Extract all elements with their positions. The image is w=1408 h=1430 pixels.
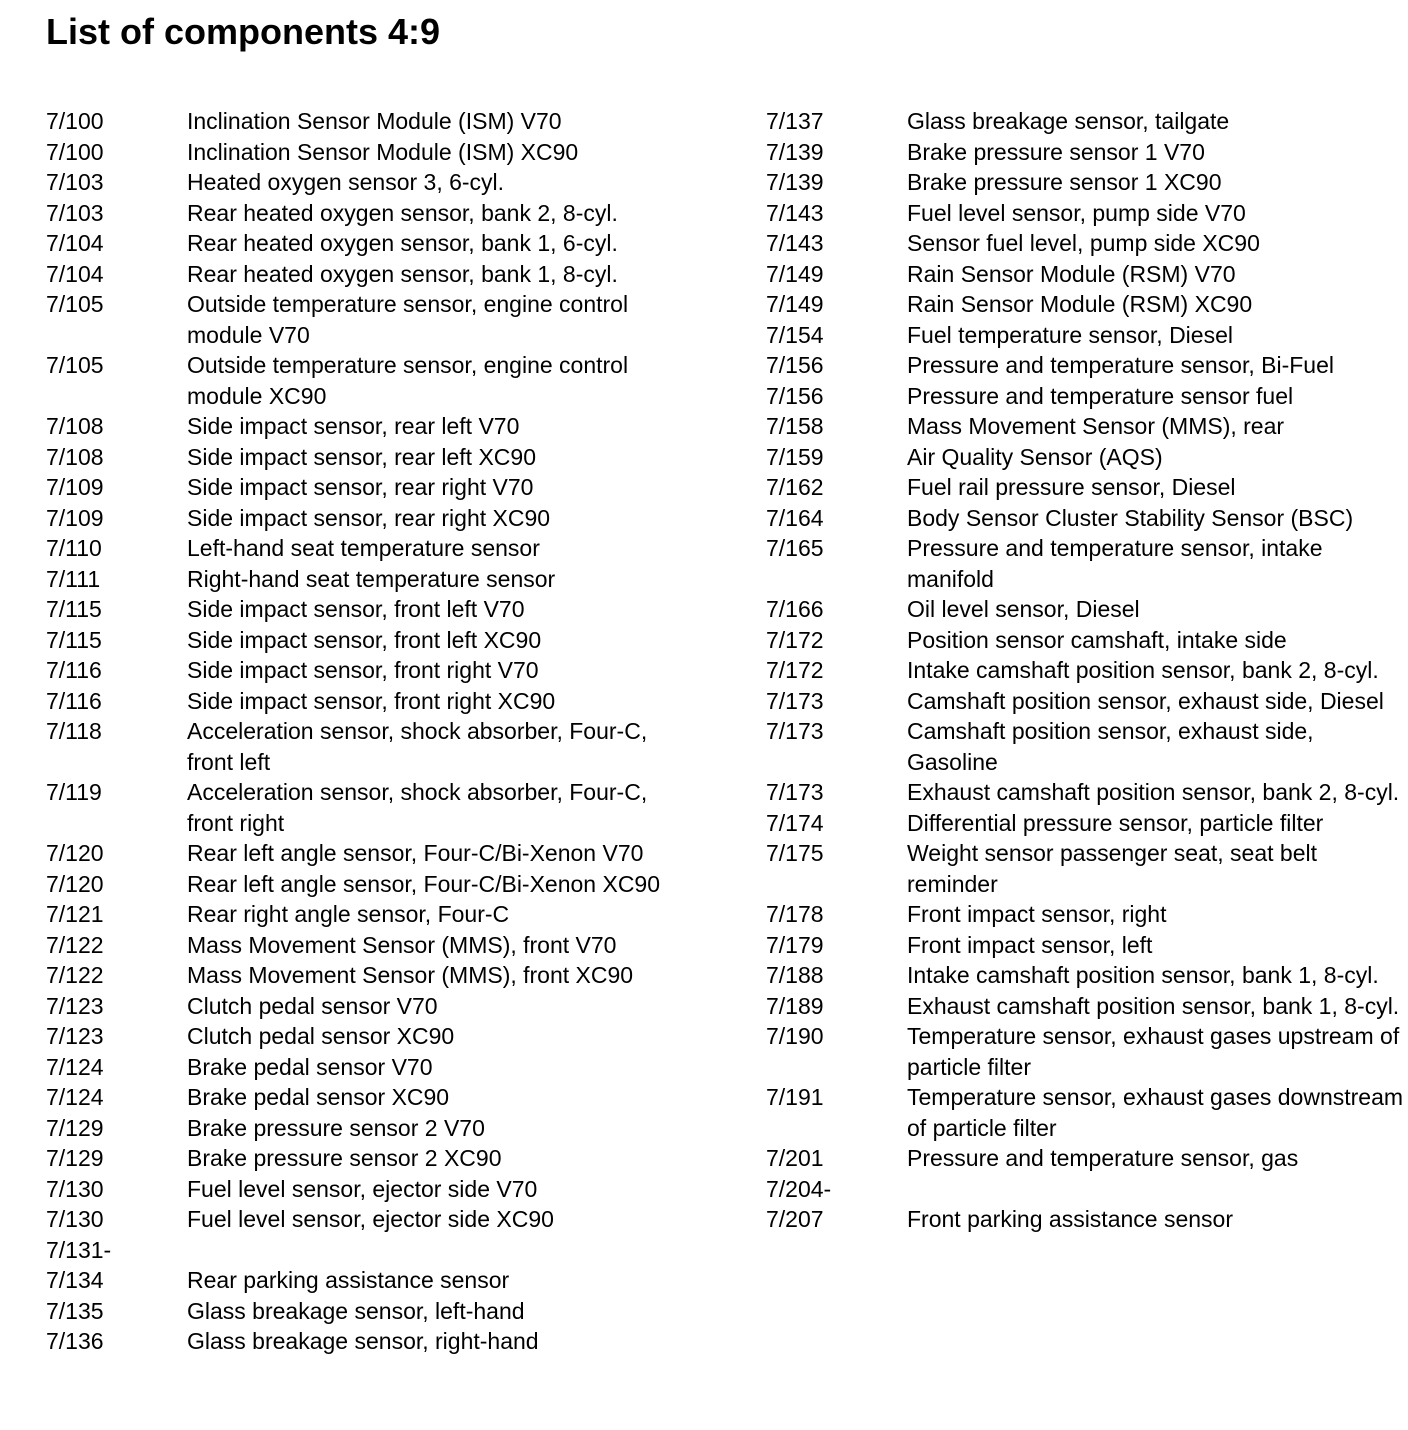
- component-code: 7/159: [766, 443, 824, 470]
- component-row: [766, 503, 1406, 534]
- component-code: 7/100: [46, 138, 104, 165]
- component-code: 7/172: [766, 657, 824, 683]
- component-row: [766, 228, 1406, 259]
- component-description: Mass Movement Sensor (MMS), front V70: [187, 931, 617, 958]
- component-code: 7/154: [766, 321, 824, 348]
- component-description: Glass breakage sensor, tailgate: [907, 108, 1230, 134]
- component-code: 7/122: [46, 931, 104, 958]
- component-code: 7/204-: [766, 1175, 832, 1202]
- component-code: 7/135: [46, 1297, 104, 1324]
- component-description: Rear left angle sensor, Four-C/Bi-Xenon XC90: [187, 870, 661, 897]
- component-description: Left-hand seat temperature sensor: [187, 535, 540, 561]
- component-row: [46, 1174, 736, 1205]
- component-description: Inclination Sensor Module (ISM) V70: [187, 108, 562, 134]
- component-row: [46, 930, 736, 961]
- component-code: 7/111: [46, 565, 101, 592]
- component-description: Pressure and temperature sensor, intake manifold: [907, 535, 1323, 592]
- component-row: [766, 716, 1406, 777]
- component-row: [766, 167, 1406, 198]
- component-code: 7/136: [46, 1328, 104, 1354]
- component-code: 7/108: [46, 413, 104, 439]
- component-code: 7/103: [46, 199, 104, 226]
- page-title: List of components 4:9: [46, 11, 441, 52]
- component-description: Side impact sensor, front left XC90: [187, 626, 542, 653]
- component-description: Fuel temperature sensor, Diesel: [907, 321, 1233, 348]
- component-row: [46, 411, 736, 442]
- component-description: Rain Sensor Module (RSM) V70: [907, 260, 1236, 287]
- component-code: 7/143: [766, 199, 824, 226]
- component-list-right: [766, 106, 1406, 1235]
- component-description: Mass Movement Sensor (MMS), front XC90: [187, 962, 634, 988]
- component-row: [766, 198, 1406, 229]
- component-row: [766, 1174, 1406, 1205]
- component-code: 7/110: [46, 535, 102, 561]
- component-description: Brake pedal sensor V70: [187, 1053, 433, 1080]
- component-description: Mass Movement Sensor (MMS), rear: [907, 413, 1285, 439]
- component-description: Intake camshaft position sensor, bank 1, 8-cyl.: [907, 962, 1379, 988]
- component-code: 7/116: [46, 687, 102, 714]
- component-description: Temperature sensor, exhaust gases upstream of particle filter: [907, 1023, 1400, 1080]
- component-code: 7/109: [46, 474, 104, 500]
- component-description: Front impact sensor, right: [907, 901, 1167, 927]
- component-row: [766, 991, 1406, 1022]
- component-row: [46, 1113, 736, 1144]
- component-code: 7/190: [766, 1023, 824, 1049]
- component-row: [46, 1204, 736, 1235]
- component-code: 7/156: [766, 352, 824, 378]
- component-code: 7/105: [46, 352, 104, 378]
- component-description: Outside temperature sensor, engine control module XC90: [187, 352, 629, 409]
- component-code: 7/189: [766, 992, 824, 1019]
- component-row: [46, 137, 736, 168]
- component-description: Side impact sensor, front left V70: [187, 596, 525, 622]
- component-description: Heated oxygen sensor 3, 6-cyl.: [187, 169, 505, 195]
- component-description: Glass breakage sensor, right-hand: [187, 1328, 539, 1354]
- component-description: Front parking assistance sensor: [907, 1206, 1233, 1232]
- component-code: 7/119: [46, 779, 102, 805]
- component-row: [46, 960, 736, 991]
- component-code: 7/137: [766, 108, 824, 134]
- component-code: 7/124: [46, 1084, 104, 1110]
- component-code: 7/118: [46, 718, 102, 744]
- component-code: 7/104: [46, 230, 104, 256]
- component-row: [46, 899, 736, 930]
- component-row: [46, 1052, 736, 1083]
- component-description: Fuel level sensor, ejector side XC90: [187, 1206, 554, 1232]
- component-row: [766, 381, 1406, 412]
- component-code: 7/134: [46, 1267, 104, 1293]
- component-row: [766, 625, 1406, 656]
- component-row: [766, 808, 1406, 839]
- component-description: Outside temperature sensor, engine control module V70: [187, 291, 629, 348]
- component-code: 7/109: [46, 504, 104, 531]
- component-code: 7/108: [46, 443, 104, 470]
- component-description: Fuel level sensor, ejector side V70: [187, 1175, 538, 1202]
- component-row: [46, 533, 736, 564]
- component-code: 7/115: [46, 626, 102, 653]
- component-description: Brake pedal sensor XC90: [187, 1084, 450, 1110]
- component-description: Exhaust camshaft position sensor, bank 1, 8-cyl.: [907, 992, 1400, 1019]
- component-row: [766, 106, 1406, 137]
- component-row: [766, 411, 1406, 442]
- component-row: [766, 289, 1406, 320]
- component-row: [46, 1326, 736, 1357]
- component-row: [766, 137, 1406, 168]
- component-row: [46, 838, 736, 869]
- component-code: 7/143: [766, 230, 824, 256]
- component-row: [46, 289, 736, 350]
- component-description: Brake pressure sensor 2 XC90: [187, 1145, 502, 1171]
- component-code: 7/130: [46, 1206, 104, 1232]
- component-row: [766, 686, 1406, 717]
- component-row: [46, 564, 736, 595]
- component-description: Pressure and temperature sensor, Bi-Fuel: [907, 352, 1334, 378]
- component-code: 7/104: [46, 260, 104, 287]
- component-code: 7/129: [46, 1114, 104, 1141]
- component-row: [46, 1235, 736, 1266]
- component-code: 7/175: [766, 840, 824, 866]
- component-description: Pressure and temperature sensor fuel: [907, 382, 1294, 409]
- component-row: [46, 716, 736, 777]
- component-row: [46, 869, 736, 900]
- component-row: [766, 472, 1406, 503]
- component-code: 7/149: [766, 291, 824, 317]
- component-description: Pressure and temperature sensor, gas: [907, 1145, 1299, 1171]
- component-row: [766, 1204, 1406, 1235]
- component-description: Fuel rail pressure sensor, Diesel: [907, 474, 1236, 500]
- component-row: [766, 442, 1406, 473]
- component-row: [46, 1296, 736, 1327]
- component-row: [766, 350, 1406, 381]
- component-row: [46, 472, 736, 503]
- component-row: [766, 838, 1406, 899]
- component-code: 7/123: [46, 992, 104, 1019]
- component-description: Side impact sensor, rear left V70: [187, 413, 520, 439]
- component-code: 7/166: [766, 596, 824, 622]
- component-row: [766, 1143, 1406, 1174]
- component-code: 7/149: [766, 260, 824, 287]
- component-code: 7/105: [46, 291, 104, 317]
- component-description: Differential pressure sensor, particle filter: [907, 809, 1324, 836]
- component-description: Rear parking assistance sensor: [187, 1267, 510, 1293]
- component-description: Weight sensor passenger seat, seat belt reminder: [907, 840, 1317, 897]
- component-code: 7/173: [766, 718, 824, 744]
- component-code: 7/123: [46, 1023, 104, 1049]
- component-row: [46, 1265, 736, 1296]
- component-description: Rain Sensor Module (RSM) XC90: [907, 291, 1253, 317]
- component-description: Glass breakage sensor, left-hand: [187, 1297, 525, 1324]
- component-description: Sensor fuel level, pump side XC90: [907, 230, 1260, 256]
- component-description: Brake pressure sensor 1 V70: [907, 138, 1205, 165]
- component-description: Clutch pedal sensor V70: [187, 992, 438, 1019]
- component-description: Side impact sensor, rear right XC90: [187, 504, 551, 531]
- component-row: [766, 899, 1406, 930]
- component-code: 7/100: [46, 108, 104, 134]
- component-description: Side impact sensor, front right V70: [187, 657, 539, 683]
- component-row: [46, 228, 736, 259]
- component-code: 7/115: [46, 596, 102, 622]
- component-row: [46, 350, 736, 411]
- component-row: [46, 594, 736, 625]
- component-description: Acceleration sensor, shock absorber, Four-C, front right: [187, 779, 648, 836]
- component-code: 7/103: [46, 169, 104, 195]
- component-row: [46, 106, 736, 137]
- component-code: 7/121: [46, 901, 104, 927]
- component-code: 7/173: [766, 687, 824, 714]
- component-description: Rear heated oxygen sensor, bank 2, 8-cyl.: [187, 199, 618, 226]
- component-description: Side impact sensor, rear right V70: [187, 474, 534, 500]
- component-code: 7/172: [766, 626, 824, 653]
- component-description: Front impact sensor, left: [907, 931, 1153, 958]
- component-code: 7/188: [766, 962, 824, 988]
- component-code: 7/179: [766, 931, 824, 958]
- component-code: 7/124: [46, 1053, 104, 1080]
- component-row: [46, 198, 736, 229]
- component-row: [46, 503, 736, 534]
- component-code: 7/122: [46, 962, 104, 988]
- component-description: Air Quality Sensor (AQS): [907, 443, 1163, 470]
- component-description: Brake pressure sensor 1 XC90: [907, 169, 1222, 195]
- component-description: Side impact sensor, rear left XC90: [187, 443, 536, 470]
- component-description: Body Sensor Cluster Stability Sensor (BSC): [907, 504, 1354, 531]
- component-description: Rear right angle sensor, Four-C: [187, 901, 510, 927]
- component-code: 7/173: [766, 779, 824, 805]
- component-code: 7/156: [766, 382, 824, 409]
- component-row: [766, 1021, 1406, 1082]
- component-description: Right-hand seat temperature sensor: [187, 565, 556, 592]
- component-code: 7/174: [766, 809, 824, 836]
- component-code: 7/131-: [46, 1236, 112, 1263]
- component-row: [46, 1143, 736, 1174]
- component-row: [46, 991, 736, 1022]
- component-description: Rear left angle sensor, Four-C/Bi-Xenon V70: [187, 840, 644, 866]
- component-row: [46, 686, 736, 717]
- component-code: 7/191: [766, 1084, 824, 1110]
- component-code: 7/139: [766, 138, 824, 165]
- component-description: Rear heated oxygen sensor, bank 1, 8-cyl.: [187, 260, 618, 287]
- component-row: [766, 960, 1406, 991]
- component-description: Intake camshaft position sensor, bank 2, 8-cyl.: [907, 657, 1379, 683]
- component-description: Oil level sensor, Diesel: [907, 596, 1140, 622]
- component-code: 7/165: [766, 535, 824, 561]
- component-row: [766, 930, 1406, 961]
- component-row: [766, 320, 1406, 351]
- component-code: 7/120: [46, 840, 104, 866]
- component-code: 7/164: [766, 504, 824, 531]
- component-row: [46, 655, 736, 686]
- component-code: 7/130: [46, 1175, 104, 1202]
- component-row: [766, 777, 1406, 808]
- component-row: [46, 777, 736, 838]
- component-description: Side impact sensor, front right XC90: [187, 687, 556, 714]
- component-code: 7/129: [46, 1145, 104, 1171]
- component-row: [766, 655, 1406, 686]
- component-code: 7/120: [46, 870, 104, 897]
- component-description: Exhaust camshaft position sensor, bank 2, 8-cyl.: [907, 779, 1400, 805]
- component-row: [46, 1021, 736, 1052]
- component-list-left: [46, 106, 736, 1357]
- component-description: Temperature sensor, exhaust gases downstream of particle filter: [907, 1084, 1404, 1141]
- component-description: Brake pressure sensor 2 V70: [187, 1114, 485, 1141]
- component-code: 7/178: [766, 901, 824, 927]
- component-code: 7/201: [766, 1145, 824, 1171]
- component-code: 7/116: [46, 657, 102, 683]
- component-code: 7/162: [766, 474, 824, 500]
- component-row: [766, 533, 1406, 594]
- component-description: Position sensor camshaft, intake side: [907, 626, 1287, 653]
- component-description: Rear heated oxygen sensor, bank 1, 6-cyl.: [187, 230, 618, 256]
- component-row: [46, 259, 736, 290]
- component-row: [766, 259, 1406, 290]
- component-description: Inclination Sensor Module (ISM) XC90: [187, 138, 579, 165]
- component-row: [766, 1082, 1406, 1143]
- component-row: [46, 1082, 736, 1113]
- component-description: Acceleration sensor, shock absorber, Four-C, front left: [187, 718, 648, 775]
- component-row: [766, 594, 1406, 625]
- component-code: 7/207: [766, 1206, 824, 1232]
- component-description: Camshaft position sensor, exhaust side, Gasoline: [907, 718, 1314, 775]
- component-row: [46, 167, 736, 198]
- component-row: [46, 625, 736, 656]
- component-description: Clutch pedal sensor XC90: [187, 1023, 455, 1049]
- component-description: Camshaft position sensor, exhaust side, Diesel: [907, 687, 1384, 714]
- component-description: Fuel level sensor, pump side V70: [907, 199, 1246, 226]
- component-row: [46, 442, 736, 473]
- component-code: 7/158: [766, 413, 824, 439]
- component-code: 7/139: [766, 169, 824, 195]
